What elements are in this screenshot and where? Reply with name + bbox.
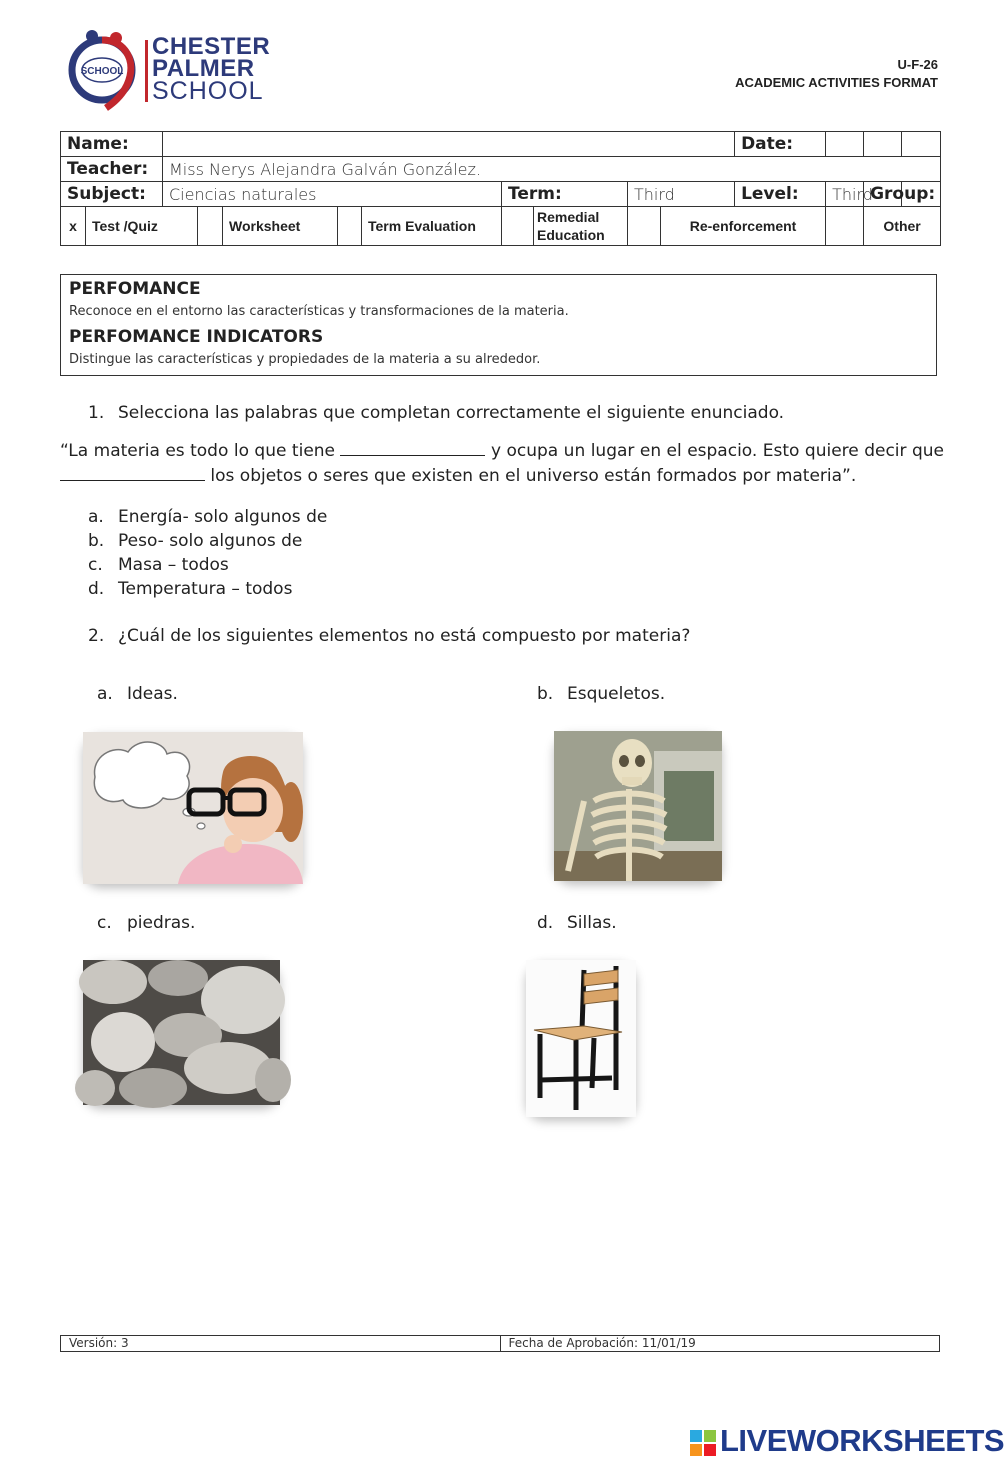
school-name-line3: SCHOOL	[152, 77, 264, 105]
statement-part3: los objetos o seres que existen en el universo están formados por materia”.	[210, 466, 857, 486]
teacher-label: Teacher:	[61, 157, 163, 182]
question-2-number: 2.	[88, 626, 105, 646]
remedial-checkbox[interactable]	[502, 207, 534, 246]
reinforcement-label: Re-enforcement	[661, 207, 826, 246]
option-b[interactable]: b. Peso- solo algunos de	[88, 531, 303, 551]
school-name	[152, 33, 271, 105]
date-month-field[interactable]	[864, 132, 902, 157]
teacher-value: Miss Nerys Alejandra Galván González.	[163, 157, 941, 182]
performance-text: Reconoce en el entorno las características y transformaciones de la materia.	[69, 304, 569, 319]
school-logo-icon	[64, 28, 154, 108]
choice-c[interactable]: c. piedras.	[97, 913, 196, 933]
subject-label: Subject:	[61, 182, 163, 207]
question-1-prompt: Selecciona las palabras que completan correctamente el siguiente enunciado.	[118, 403, 785, 423]
doc-type: ACADEMIC ACTIVITIES FORMAT	[735, 75, 938, 90]
remedial-education-label	[534, 207, 628, 246]
question-1-number: 1.	[88, 403, 105, 423]
reinforcement-checkbox[interactable]	[628, 207, 661, 246]
date-day-field[interactable]	[826, 132, 864, 157]
choice-a[interactable]: a. Ideas.	[97, 684, 178, 704]
question-1	[88, 401, 784, 425]
liveworksheets-logo-icon	[690, 1430, 716, 1456]
approval-date-text: Fecha de Aprobación: 11/01/19	[500, 1336, 940, 1351]
term-label: Term:	[502, 182, 628, 207]
question-2	[88, 624, 690, 648]
option-d[interactable]: d. Temperatura – todos	[88, 579, 293, 599]
blank-1[interactable]	[340, 438, 485, 456]
worksheet-checkbox[interactable]	[198, 207, 223, 246]
level-value: Third	[826, 182, 864, 207]
school-name-line2: PALMER	[152, 55, 255, 82]
choice-b[interactable]: b. Esqueletos.	[537, 684, 666, 704]
worksheet-label: Worksheet	[223, 207, 338, 246]
logo-divider	[145, 40, 148, 102]
question-1-options	[88, 505, 327, 601]
indicators-title: PERFOMANCE INDICATORS	[69, 327, 324, 347]
performance-box	[60, 274, 937, 376]
term-evaluation-checkbox[interactable]	[338, 207, 362, 246]
statement-part2: y ocupa un lugar en el espacio. Esto quiere decir que	[490, 441, 944, 461]
other-label: Other	[864, 207, 941, 246]
student-info-table	[60, 131, 941, 246]
group-label: Group:	[864, 182, 902, 207]
choice-d[interactable]: d. Sillas.	[537, 913, 617, 933]
option-c[interactable]: c. Masa – todos	[88, 555, 229, 575]
chair-image	[526, 960, 636, 1117]
subject-value: Ciencias naturales	[163, 182, 502, 207]
girl-thinking-image	[83, 732, 303, 884]
term-value: Third	[628, 182, 735, 207]
stones-image	[83, 960, 280, 1105]
remedial-label-line2: Education	[537, 227, 605, 243]
school-name-line1: CHESTER	[152, 33, 271, 60]
document-code	[735, 56, 938, 92]
blank-2[interactable]	[60, 463, 205, 481]
date-label: Date:	[735, 132, 826, 157]
name-label: Name:	[61, 132, 163, 157]
indicators-text: Distingue las características y propiedades de la materia a su alrededor.	[69, 352, 541, 367]
performance-title: PERFOMANCE	[69, 279, 201, 299]
option-a[interactable]: a. Energía- solo algunos de	[88, 507, 328, 527]
name-field[interactable]	[163, 132, 735, 157]
date-year-field[interactable]	[902, 132, 941, 157]
logo-badge-text: SCHOOL	[80, 66, 124, 77]
remedial-label-line1: Remedial	[537, 209, 600, 225]
test-checkbox[interactable]: x	[61, 207, 86, 246]
other-checkbox[interactable]	[826, 207, 864, 246]
test-quiz-label: Test /Quiz	[86, 207, 198, 246]
doc-code-number: U-F-26	[897, 57, 938, 72]
liveworksheets-watermark: LIVEWORKSHEETS	[720, 1423, 1004, 1458]
skeleton-image	[554, 731, 722, 881]
question-2-prompt: ¿Cuál de los siguientes elementos no está compuesto por materia?	[118, 626, 691, 646]
page-footer	[60, 1335, 940, 1352]
term-evaluation-label: Term Evaluation	[362, 207, 502, 246]
version-text: Versión: 3	[69, 1336, 129, 1350]
statement-part1: “La materia es todo lo que tiene	[60, 441, 336, 461]
level-label: Level:	[735, 182, 826, 207]
question-1-statement	[60, 438, 944, 488]
